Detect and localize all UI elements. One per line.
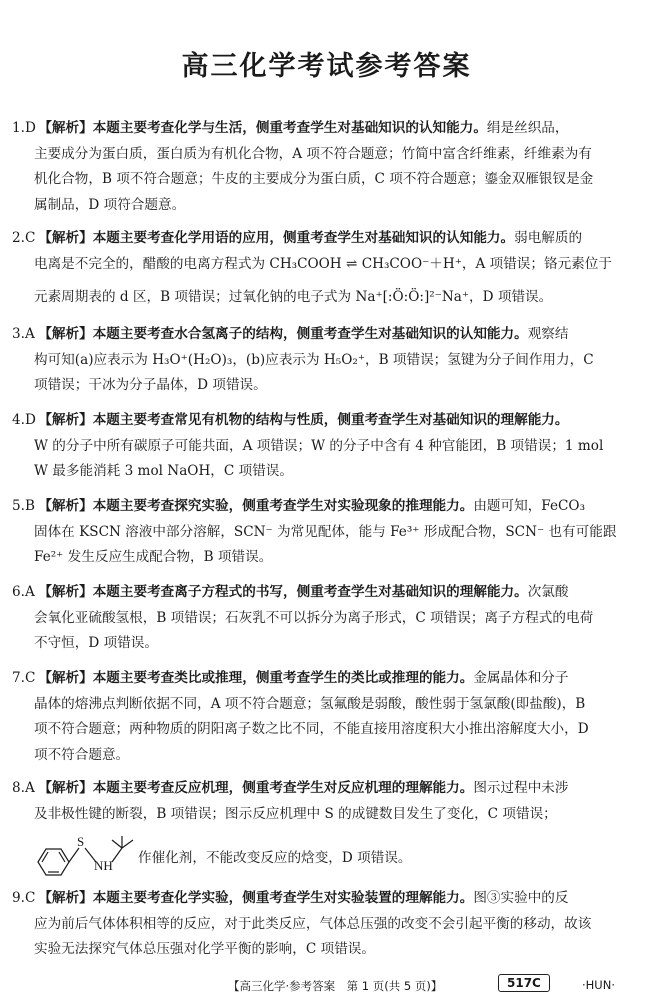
text-line: 应为前后气体体积相等的反应，对于此类反应，气体总压强的改变不会引起平衡的移动，故该 (34, 915, 592, 932)
text-line: 图③实验中的反 (473, 890, 569, 906)
text-line: 电离是不完全的，醋酸的电离方程式为 CH₃COOH ⇌ CH₃COO⁻＋H⁺，A 项错误；铬元素位于 (34, 255, 612, 272)
question-5 (12, 494, 640, 571)
analysis-lead: 本题主要考查化学用语的应用，侧重考查学生对基础知识的认知能力。 (92, 230, 515, 246)
text-line: W 最多能消耗 3 mol NaOH，C 项错误。 (34, 463, 293, 479)
question-3 (12, 322, 640, 399)
text-line: 弱电解质的 (514, 230, 583, 246)
analysis-tag: 【解析】 (38, 670, 93, 686)
question-number: 7.C (12, 670, 36, 686)
text-line: 元素周期表的 d 区，B 项错误；过氧化钠的电子式为 Na⁺[:Ö:Ö:]²⁻Na⁺，D 项错误。 (34, 289, 553, 305)
analysis-tag: 【解析】 (38, 780, 93, 796)
footer-region: ·HUN· (582, 978, 615, 992)
question-9 (12, 886, 640, 963)
analysis-lead: 本题主要考查水合氢离子的结构，侧重考查学生对基础知识的认知能力。 (92, 326, 528, 342)
page-title: 高三化学考试参考答案 (181, 51, 472, 82)
question-7 (12, 666, 640, 768)
text-line: 观察结 (527, 326, 569, 342)
analysis-lead: 本题主要考查常见有机物的结构与性质，侧重考查学生对基础知识的理解能力。 (92, 412, 569, 428)
text-line: 构可知(a)应表示为 H₃O⁺(H₂O)₃，(b)应表示为 H₅O₂⁺，B 项错误；氢键为分子间作用力，C (34, 351, 594, 368)
question-number: 6.A (12, 584, 35, 600)
text-line: 晶体的熔沸点判断依据不同，A 项不符合题意；氢氟酸是弱酸，酸性弱于氢氯酸(即盐酸)，B (34, 695, 586, 712)
analysis-tag: 【解析】 (38, 230, 93, 246)
text-line: 项错误；干冰为分子晶体，D 项错误。 (34, 377, 267, 393)
analysis-tag: 【解析】 (38, 498, 93, 514)
analysis-tag: 【解析】 (38, 584, 93, 600)
text-line: W 的分子中所有碳原子可能共面，A 项错误；W 的分子中含有 4 种官能团，B 项错误；1 mol (34, 437, 604, 454)
analysis-lead: 本题主要考查反应机理，侧重考查学生对反应机理的理解能力。 (92, 780, 474, 796)
analysis-tag: 【解析】 (38, 326, 93, 342)
methyl-bond (122, 840, 133, 848)
question-number: 3.A (12, 326, 35, 342)
question-6 (12, 580, 640, 657)
analysis-lead: 本题主要考查类比或推理，侧重考查学生的类比或推理的能力。 (92, 670, 474, 686)
analysis-lead: 本题主要考查化学实验，侧重考查学生对实验装置的理解能力。 (92, 890, 474, 906)
question-number: 4.D (12, 412, 36, 428)
text-line: 机化合物，B 项不符合题意；牛皮的主要成分为蛋白质，C 项不符合题意；鎏金双雁银钗是金 (34, 171, 594, 187)
question-2 (12, 226, 640, 311)
question-number: 8.A (12, 780, 35, 796)
text-line: 金属晶体和分子 (473, 670, 569, 686)
text-line: 实验无法探究气体总压强对化学平衡的影响，C 项错误。 (34, 941, 375, 957)
text-line: 作催化剂，不能改变反应的焓变，D 项错误。 (138, 850, 412, 866)
text-line: 绢是丝织品， (486, 120, 569, 136)
text-line: 由题可知，FeCO₃ (473, 498, 586, 514)
paper-code-badge: 517C (498, 974, 550, 992)
text-line: 属制品，D 项符合题意。 (34, 196, 186, 213)
question-number: 9.C (12, 890, 36, 906)
question-number: 5.B (12, 498, 35, 514)
text-line: 图示过程中未涉 (473, 780, 569, 796)
text-line: Fe²⁺ 发生反应生成配合物，B 项错误。 (34, 549, 273, 565)
ring-s-bond (69, 848, 79, 862)
catalyst-structure-diagram (32, 832, 152, 882)
analysis-lead: 本题主要考查探究实验，侧重考查学生对实验现象的推理能力。 (92, 498, 474, 514)
n-c-bond (112, 848, 122, 862)
question-number: 1.D (12, 120, 36, 136)
footer-page-info: 【高三化学·参考答案 第 1 页(共 5 页)】 (228, 979, 443, 993)
analysis-tag: 【解析】 (38, 412, 93, 428)
text-line: 次氯酸 (527, 584, 569, 600)
text-line: 固体在 KSCN 溶液中部分溶解，SCN⁻ 为常见配体，能与 Fe³⁺ 形成配合物，SCN⁻ 也有可能跟 (34, 523, 617, 540)
text-line: 会氧化亚硫酸氢根，B 项错误；石灰乳不可以拆分为离子形式，C 项错误；离子方程式的电荷 (34, 609, 594, 626)
text-line: 项不符合题意。 (34, 746, 130, 763)
methyl-bond (112, 840, 122, 848)
text-line: 不守恒，D 项错误。 (34, 635, 158, 651)
nh-label: NH (94, 858, 113, 873)
question-8 (12, 776, 640, 827)
analysis-tag: 【解析】 (38, 120, 93, 136)
text-line: 项不符合题意；两种物质的阴阳离子数之比不同，不能直接用溶度积大小推出溶解度大小，D (34, 721, 589, 737)
question-8-continuation (138, 846, 638, 872)
analysis-lead: 本题主要考查化学与生活，侧重考查学生对基础知识的认知能力。 (92, 120, 487, 136)
sulfur-label: S (77, 834, 85, 849)
analysis-lead: 本题主要考查离子方程式的书写，侧重考查学生对基础知识的理解能力。 (92, 584, 528, 600)
text-line: 主要成分为蛋白质，蛋白质为有机化合物，A 项不符合题意；竹简中富含纤维素，纤维素为有 (34, 145, 592, 162)
question-4 (12, 408, 640, 485)
text-line: 及非极性键的断裂，B 项错误；图示反应机理中 S 的成键数目发生了变化，C 项错误； (34, 805, 557, 822)
analysis-tag: 【解析】 (38, 890, 93, 906)
question-1 (12, 116, 640, 218)
question-number: 2.C (12, 230, 36, 246)
